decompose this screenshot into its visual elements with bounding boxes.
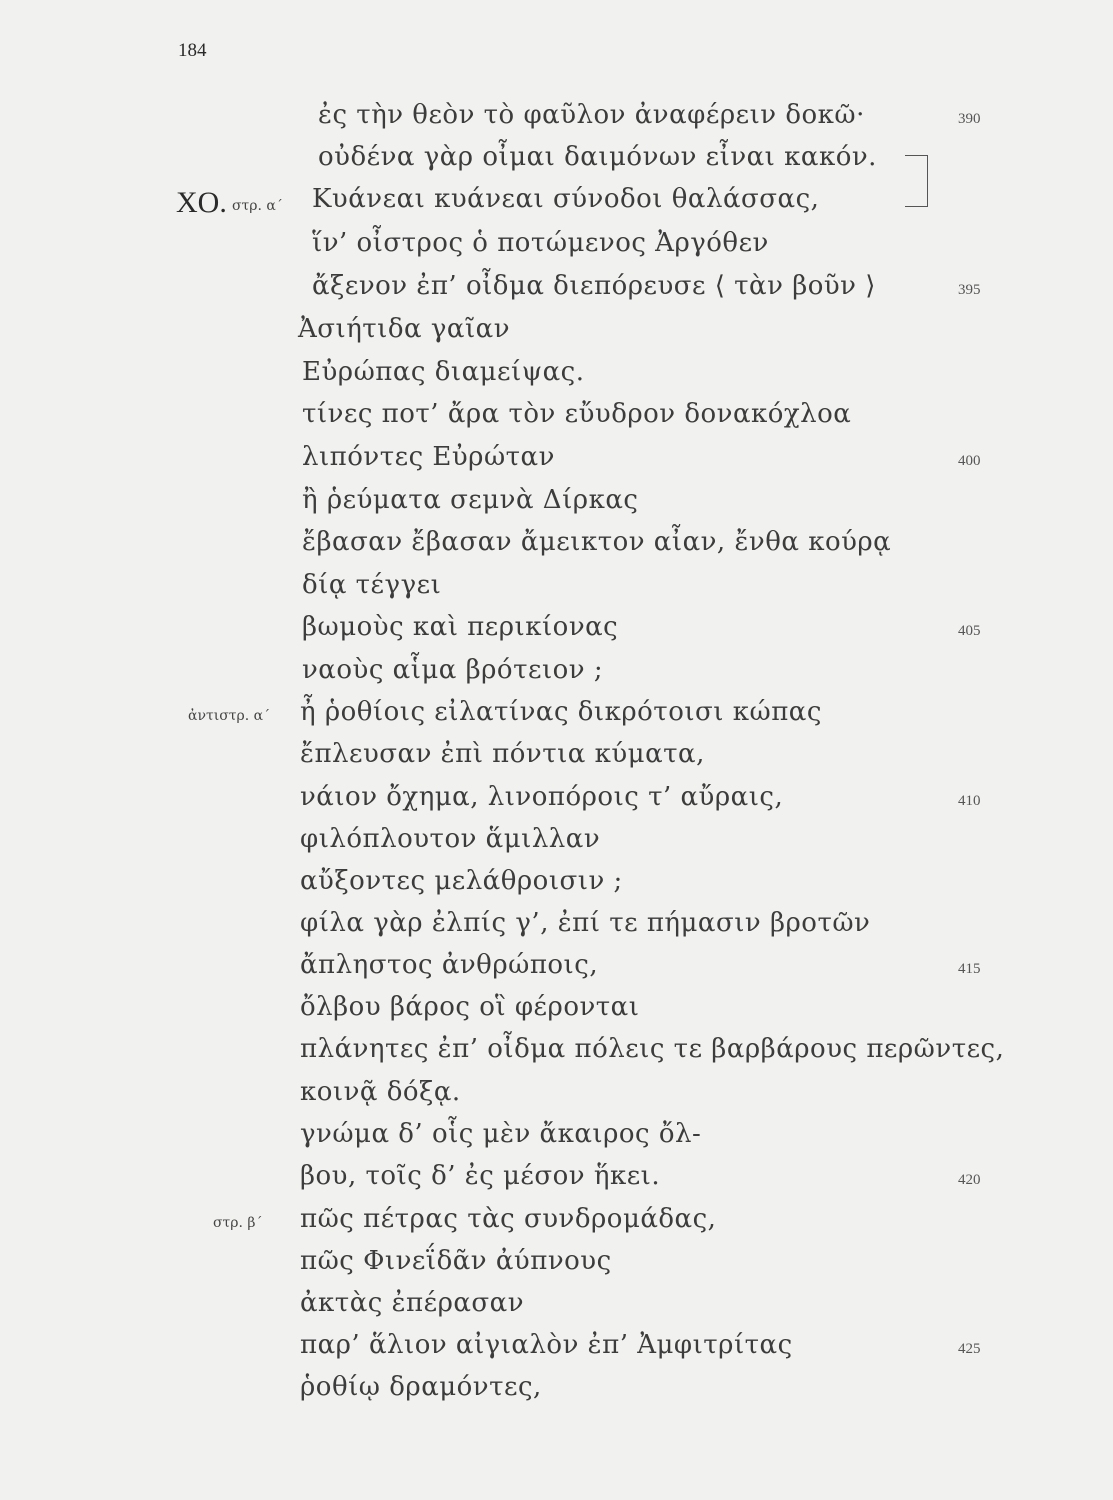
strophe-label: ἀντιστρ. α´ [188, 708, 271, 724]
verse-text: ἀκτὰς ἐπέρασαν [300, 1288, 525, 1318]
verse-text: γνώμα δ’ οἷς μὲν ἄκαιρος ὄλ- [300, 1119, 702, 1149]
verse-line [0, 527, 1113, 567]
verse-line [0, 1330, 1113, 1370]
speaker-label: ΧΟ. [176, 186, 227, 219]
verse-text: λιπόντες Εὐρώταν [302, 442, 555, 472]
verse-text: Ἀσιήτιδα γαῖαν [298, 314, 511, 344]
verse-line [0, 184, 1113, 224]
verse-line [0, 950, 1113, 990]
verse-text: ἵν’ οἶστρος ὁ ποτώμενος Ἀργόθεν [312, 228, 769, 258]
verse-line [0, 1246, 1113, 1286]
line-number: 410 [958, 793, 981, 809]
verse-line [0, 1119, 1113, 1159]
verse-line [0, 739, 1113, 779]
verse-line [0, 100, 1113, 140]
line-number: 420 [958, 1172, 981, 1188]
bracket-mark [905, 155, 928, 207]
verse-text: ἔβασαν ἔβασαν ἄμεικτον αἶαν, ἔνθα κούρᾳ [302, 527, 892, 557]
strophe-label: στρ. α´ [232, 198, 283, 214]
page-number: 184 [178, 40, 207, 61]
verse-text: βου, τοῖς δ’ ἐς μέσον ἥκει. [300, 1161, 661, 1191]
verse-text: Εὐρώπας διαμείψας. [302, 357, 585, 387]
verse-text: πῶς πέτρας τὰς συνδρομάδας, [300, 1204, 717, 1234]
verse-line [0, 1161, 1113, 1201]
verse-line [0, 228, 1113, 268]
verse-text: παρ’ ἅλιον αἰγιαλὸν ἐπ’ Ἀμφιτρίτας [300, 1330, 793, 1360]
verse-text: κοινᾷ δόξᾳ. [300, 1077, 461, 1107]
verse-text: αὔξοντες μελάθροισιν ; [300, 866, 623, 896]
line-number: 395 [958, 282, 981, 298]
verse-line [0, 485, 1113, 525]
verse-line [0, 824, 1113, 864]
verse-line [0, 570, 1113, 610]
verse-line [0, 1372, 1113, 1412]
verse-line [0, 1204, 1113, 1244]
verse-text: ἄξενον ἐπ’ οἶδμα διεπόρευσε ⟨ τὰν βοῦν ⟩ [312, 271, 876, 301]
verse-text: ὄλβου βάρος οἳ φέρονται [300, 992, 640, 1022]
verse-text: ναοὺς αἷμα βρότειον ; [302, 655, 604, 685]
verse-text: νάιον ὄχημα, λινοπόροις τ’ αὔραις, [300, 782, 784, 812]
verse-text: φίλα γὰρ ἐλπίς γ’, ἐπί τε πήμασιν βροτῶν [300, 908, 871, 938]
verse-line [0, 271, 1113, 311]
verse-text: Κυάνεαι κυάνεαι σύνοδοι θαλάσσας, [312, 184, 820, 214]
verse-line [0, 655, 1113, 695]
verse-line [0, 442, 1113, 482]
verse-text: ἢ ῥεύματα σεμνὰ Δίρκας [302, 485, 639, 515]
verse-line [0, 399, 1113, 439]
verse-line [0, 314, 1113, 354]
line-number: 400 [958, 453, 981, 469]
verse-line [0, 697, 1113, 737]
line-number: 390 [958, 111, 981, 127]
verse-text: οὐδένα γὰρ οἶμαι δαιμόνων εἶναι κακόν. [318, 142, 877, 172]
verse-line [0, 142, 1113, 182]
verse-text: ἦ ῥοθίοις εἰλατίνας δικρότοισι κώπας [300, 697, 822, 727]
verse-line [0, 992, 1113, 1032]
verse-text: φιλόπλουτον ἅμιλλαν [300, 824, 601, 854]
verse-line [0, 1288, 1113, 1328]
verse-text: ἄπληστος ἀνθρώποις, [300, 950, 599, 980]
line-number: 405 [958, 623, 981, 639]
verse-line [0, 782, 1113, 822]
verse-text: ἐς τὴν θεὸν τὸ φαῦλον ἀναφέρειν δοκῶ· [318, 100, 865, 130]
line-number: 415 [958, 961, 981, 977]
verse-line [0, 357, 1113, 397]
verse-text: βωμοὺς καὶ περικίονας [302, 612, 619, 642]
verse-line [0, 612, 1113, 652]
verse-text: τίνες ποτ’ ἄρα τὸν εὔυδρον δονακόχλοα [302, 399, 852, 429]
strophe-label: στρ. β´ [213, 1215, 263, 1231]
verse-text: πῶς Φινεΐδᾶν ἀύπνους [300, 1246, 612, 1276]
verse-text: πλάνητες ἐπ’ οἶδμα πόλεις τε βαρβάρους περῶντες, [300, 1034, 1005, 1064]
verse-line [0, 1077, 1113, 1117]
line-number: 425 [958, 1341, 981, 1357]
verse-text: δίᾳ τέγγει [302, 570, 442, 600]
verse-text: ἔπλευσαν ἐπὶ πόντια κύματα, [300, 739, 705, 769]
verse-text: ῥοθίῳ δραμόντες, [300, 1372, 542, 1402]
verse-line [0, 908, 1113, 948]
verse-line [0, 1034, 1113, 1074]
verse-line [0, 866, 1113, 906]
